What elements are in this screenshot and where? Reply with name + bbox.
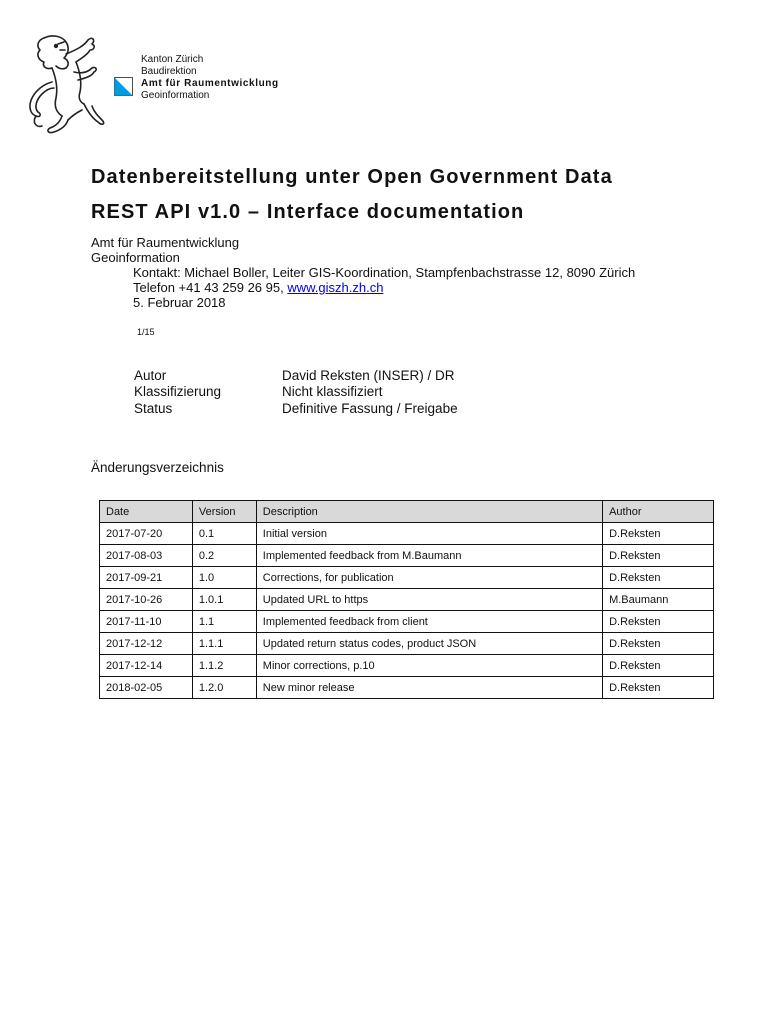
cell-author: D.Reksten [603, 567, 714, 589]
cell-version: 0.2 [192, 545, 256, 567]
column-header-version: Version [192, 501, 256, 523]
table-row [100, 589, 714, 611]
table-row [100, 677, 714, 699]
status-value: Definitive Fassung / Freigabe [282, 401, 458, 416]
table-row [100, 567, 714, 589]
cell-description: Implemented feedback from M.Baumann [256, 545, 602, 567]
status-label: Status [134, 401, 173, 416]
changelog-heading: Änderungsverzeichnis [91, 460, 224, 475]
org-department: Baudirektion [141, 66, 197, 77]
document-date: 5. Februar 2018 [133, 295, 226, 310]
org-unit: Geoinformation [141, 90, 210, 101]
table-row [100, 523, 714, 545]
column-header-description: Description [256, 501, 602, 523]
cell-description: Initial version [256, 523, 602, 545]
cell-date: 2017-12-12 [100, 633, 193, 655]
cell-description: Updated return status codes, product JSON [256, 633, 602, 655]
page-number: 1/15 [137, 327, 155, 337]
classification-label: Klassifizierung [134, 384, 222, 399]
cell-description: Corrections, for publication [256, 567, 602, 589]
cell-author: D.Reksten [603, 611, 714, 633]
table-header-row [100, 501, 714, 523]
cell-version: 1.0 [192, 567, 256, 589]
cell-date: 2017-11-10 [100, 611, 193, 633]
cell-description: Implemented feedback from client [256, 611, 602, 633]
cell-version: 1.2.0 [192, 677, 256, 699]
cell-date: 2017-08-03 [100, 545, 193, 567]
unit-name: Geoinformation [91, 250, 180, 265]
cell-date: 2018-02-05 [100, 677, 193, 699]
organization-block [141, 54, 279, 102]
cell-description: Minor corrections, p.10 [256, 655, 602, 677]
cell-date: 2017-12-14 [100, 655, 193, 677]
cell-version: 1.1.2 [192, 655, 256, 677]
column-header-date: Date [100, 501, 193, 523]
cell-author: D.Reksten [603, 523, 714, 545]
cell-date: 2017-10-26 [100, 589, 193, 611]
classification-value: Nicht klassifiziert [282, 384, 383, 399]
phone-line [133, 280, 383, 295]
cell-date: 2017-07-20 [100, 523, 193, 545]
document-subtitle: REST API v1.0 – Interface documentation [91, 201, 525, 223]
author-label: Autor [134, 368, 167, 383]
contact-line: Kontakt: Michael Boller, Leiter GIS-Koordination, Stampfenbachstrasse 12, 8090 Zürich [133, 265, 636, 280]
org-office: Amt für Raumentwicklung [141, 78, 279, 89]
column-header-author: Author [603, 501, 714, 523]
cell-author: D.Reksten [603, 545, 714, 567]
document-title: Datenbereitstellung unter Open Government Data [91, 166, 613, 188]
table-row [100, 633, 714, 655]
cell-author: D.Reksten [603, 677, 714, 699]
cell-version: 1.1.1 [192, 633, 256, 655]
office-name: Amt für Raumentwicklung [91, 235, 240, 250]
cell-author: D.Reksten [603, 633, 714, 655]
table-row [100, 655, 714, 677]
cell-author: M.Baumann [603, 589, 714, 611]
author-value: David Reksten (INSER) / DR [282, 368, 455, 383]
cell-description: Updated URL to https [256, 589, 602, 611]
website-link[interactable]: www.giszh.zh.ch [287, 280, 384, 295]
org-canton: Kanton Zürich [141, 54, 204, 65]
changelog-table [99, 500, 714, 699]
cell-version: 0.1 [192, 523, 256, 545]
table-row [100, 611, 714, 633]
cell-author: D.Reksten [603, 655, 714, 677]
zurich-flag-icon [114, 77, 133, 96]
table-row [100, 545, 714, 567]
cell-version: 1.1 [192, 611, 256, 633]
cell-version: 1.0.1 [192, 589, 256, 611]
cell-description: New minor release [256, 677, 602, 699]
phone-text: Telefon +41 43 259 26 95, [133, 280, 288, 295]
cell-date: 2017-09-21 [100, 567, 193, 589]
